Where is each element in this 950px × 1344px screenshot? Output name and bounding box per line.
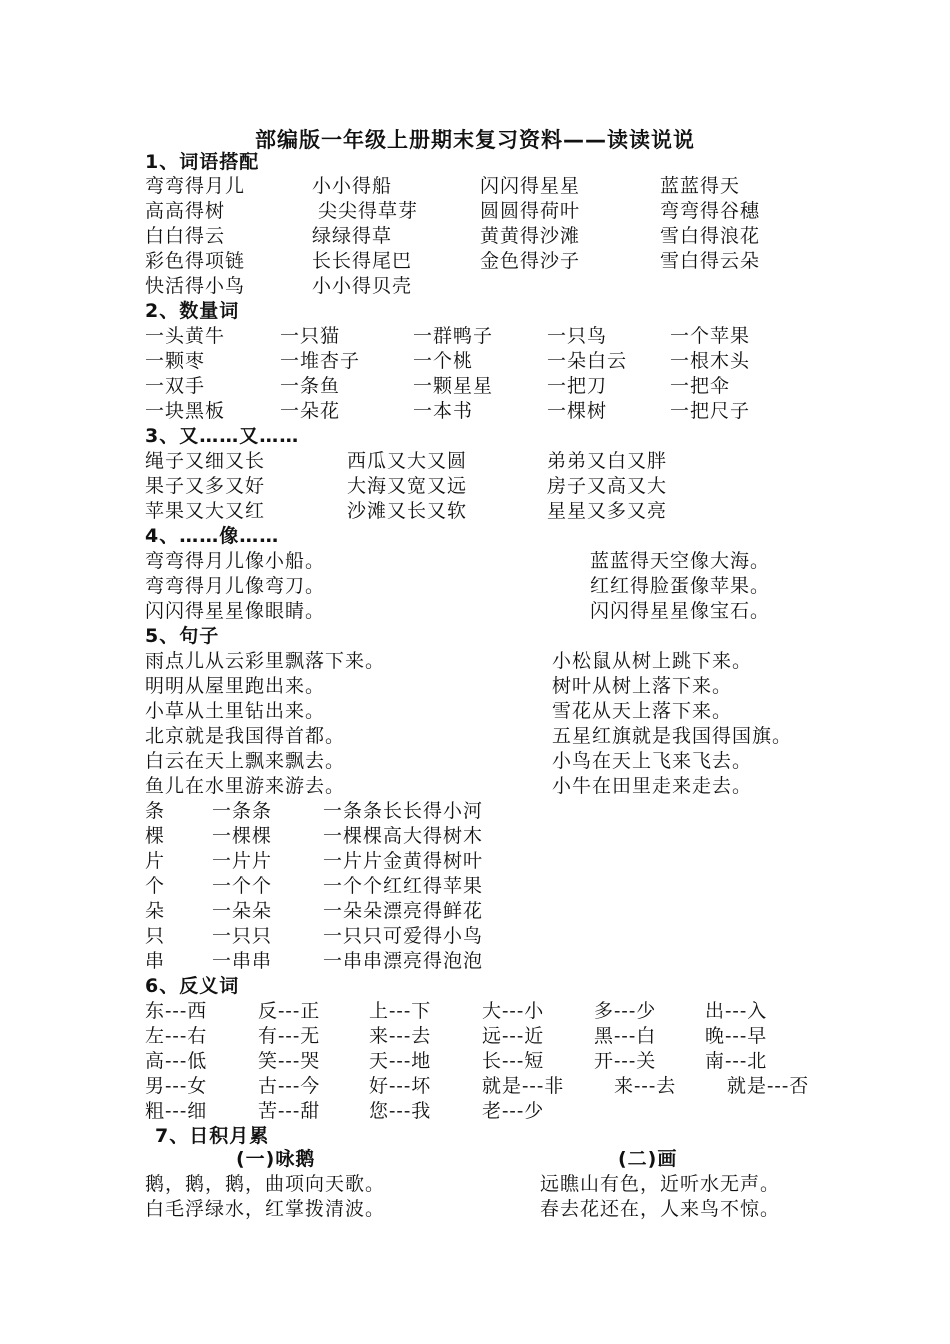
measure-char: 串 [145, 950, 166, 972]
sentence: 树叶从树上落下来。 [552, 675, 733, 697]
antonym-pair: 就是---否 [727, 1075, 810, 1097]
antonym-pair: 老---少 [482, 1100, 545, 1122]
word-phrase: 黄黄得沙滩 [480, 225, 581, 247]
antonym-pair: 您---我 [369, 1100, 432, 1122]
s4-row [0, 549, 950, 574]
sentence: 雨点儿从云彩里飘落下来。 [145, 650, 386, 672]
antonym-pair: 粗---细 [145, 1100, 208, 1122]
sentence: 五星红旗就是我国得国旗。 [552, 725, 793, 747]
section-6-heading: 6、反义词 [145, 975, 240, 997]
measure-word: 一把伞 [670, 375, 731, 397]
measure-phrase: 一棵棵高大得树木 [323, 825, 484, 847]
s4-row [0, 574, 950, 599]
phrase: 星星又多又亮 [547, 500, 668, 522]
measure-repeat: 一只只 [212, 925, 273, 947]
measure-word: 一只鸟 [547, 325, 608, 347]
antonym-pair: 好---坏 [369, 1075, 432, 1097]
word-phrase: 闪闪得星星 [480, 175, 581, 197]
sentence: 雪花从天上落下来。 [552, 700, 733, 722]
s5-row [0, 699, 950, 724]
word-phrase: 弯弯得谷穗 [660, 200, 761, 222]
antonym-pair: 高---低 [145, 1050, 208, 1072]
s5-measure-row [0, 874, 950, 899]
section-2-heading: 2、数量词 [145, 300, 240, 322]
s6-row [0, 1074, 950, 1099]
word-phrase: 彩色得项链 [145, 250, 246, 272]
antonym-pair: 苦---甜 [258, 1100, 321, 1122]
measure-repeat: 一个个 [212, 875, 273, 897]
poem-title-yong-e: (一)咏鹅 [236, 1148, 316, 1170]
phrase: 苹果又大又红 [145, 500, 266, 522]
phrase: 房子又高又大 [547, 475, 668, 497]
s5-row [0, 724, 950, 749]
antonym-pair: 古---今 [258, 1075, 321, 1097]
s5-measure-row [0, 924, 950, 949]
poem-line: 春去花还在，人来鸟不惊。 [540, 1198, 781, 1220]
measure-word: 一双手 [145, 375, 206, 397]
word-phrase: 快活得小鸟 [145, 275, 246, 297]
word-phrase: 雪白得云朵 [660, 250, 761, 272]
antonym-pair: 东---西 [145, 1000, 208, 1022]
sentence: 小鸟在天上飞来飞去。 [552, 750, 753, 772]
antonym-pair: 左---右 [145, 1025, 208, 1047]
s5-measure-row [0, 824, 950, 849]
sentence: 白云在天上飘来飘去。 [145, 750, 346, 772]
antonym-pair: 开---关 [594, 1050, 657, 1072]
measure-word: 一本书 [413, 400, 474, 422]
word-phrase: 圆圆得荷叶 [480, 200, 581, 222]
simile-sentence: 闪闪得星星像宝石。 [590, 600, 771, 622]
s6-row [0, 1024, 950, 1049]
sentence: 北京就是我国得首都。 [145, 725, 346, 747]
antonym-pair: 多---少 [594, 1000, 657, 1022]
measure-word: 一块黑板 [145, 400, 226, 422]
measure-word: 一朵白云 [547, 350, 628, 372]
antonym-pair: 天---地 [369, 1050, 432, 1072]
word-phrase: 小小得船 [312, 175, 393, 197]
s3-row [0, 449, 950, 474]
s2-row [0, 324, 950, 349]
measure-repeat: 一条条 [212, 800, 273, 822]
antonym-pair: 男---女 [145, 1075, 208, 1097]
measure-char: 条 [145, 800, 166, 822]
antonym-pair: 晚---早 [705, 1025, 768, 1047]
s2-row [0, 399, 950, 424]
s1-row [0, 249, 950, 274]
s5-measure-row [0, 899, 950, 924]
s6-row [0, 1099, 950, 1124]
simile-sentence: 红红得脸蛋像苹果。 [590, 575, 771, 597]
simile-sentence: 蓝蓝得天空像大海。 [590, 550, 771, 572]
sentence: 鱼儿在水里游来游去。 [145, 775, 346, 797]
word-phrase: 雪白得浪花 [660, 225, 761, 247]
measure-char: 只 [145, 925, 166, 947]
antonym-pair: 笑---哭 [258, 1050, 321, 1072]
measure-word: 一只猫 [280, 325, 341, 347]
sentence: 明明从屋里跑出来。 [145, 675, 326, 697]
phrase: 沙滩又长又软 [347, 500, 468, 522]
s5-row [0, 774, 950, 799]
measure-char: 个 [145, 875, 166, 897]
measure-phrase: 一个个红红得苹果 [323, 875, 484, 897]
phrase: 弟弟又白又胖 [547, 450, 668, 472]
phrase: 绳子又细又长 [145, 450, 266, 472]
measure-word: 一把刀 [547, 375, 608, 397]
antonym-pair: 长---短 [482, 1050, 545, 1072]
antonym-pair: 大---小 [482, 1000, 545, 1022]
measure-word: 一条鱼 [280, 375, 341, 397]
measure-word: 一个苹果 [670, 325, 751, 347]
sentence: 小草从土里钻出来。 [145, 700, 326, 722]
s1-row [0, 174, 950, 199]
measure-repeat: 一朵朵 [212, 900, 273, 922]
word-phrase: 绿绿得草 [312, 225, 393, 247]
measure-phrase: 一片片金黄得树叶 [323, 850, 484, 872]
word-phrase: 高高得树 [145, 200, 226, 222]
section-4-heading: 4、……像…… [145, 525, 280, 547]
section-5-heading: 5、句子 [145, 625, 220, 647]
measure-word: 一颗星星 [413, 375, 494, 397]
simile-sentence: 弯弯得月儿像弯刀。 [145, 575, 326, 597]
poem-line: 远瞧山有色，近听水无声。 [540, 1173, 781, 1195]
sentence: 小牛在田里走来走去。 [552, 775, 753, 797]
s5-row [0, 674, 950, 699]
antonym-pair: 南---北 [705, 1050, 768, 1072]
word-phrase: 弯弯得月儿 [145, 175, 246, 197]
poem-line: 白毛浮绿水，红掌拨清波。 [145, 1198, 386, 1220]
measure-word: 一头黄牛 [145, 325, 226, 347]
measure-phrase: 一串串漂亮得泡泡 [323, 950, 484, 972]
s3-row [0, 474, 950, 499]
word-phrase: 白白得云 [145, 225, 226, 247]
word-phrase: 金色得沙子 [480, 250, 581, 272]
antonym-pair: 远---近 [482, 1025, 545, 1047]
section-3-heading: 3、又……又…… [145, 425, 300, 447]
section-1-heading: 1、词语搭配 [145, 151, 260, 173]
s1-row [0, 224, 950, 249]
measure-word: 一根木头 [670, 350, 751, 372]
simile-sentence: 闪闪得星星像眼睛。 [145, 600, 326, 622]
measure-word: 一朵花 [280, 400, 341, 422]
s5-measure-row [0, 799, 950, 824]
antonym-pair: 黑---白 [594, 1025, 657, 1047]
s5-row [0, 749, 950, 774]
s7-row [0, 1172, 950, 1197]
s5-row [0, 649, 950, 674]
measure-word: 一把尺子 [670, 400, 751, 422]
word-phrase: 蓝蓝得天 [660, 175, 741, 197]
measure-word: 一堆杏子 [280, 350, 361, 372]
measure-phrase: 一朵朵漂亮得鲜花 [323, 900, 484, 922]
s1-row [0, 199, 950, 224]
measure-word: 一棵树 [547, 400, 608, 422]
s6-row [0, 1049, 950, 1074]
measure-repeat: 一棵棵 [212, 825, 273, 847]
measure-phrase: 一只只可爱得小鸟 [323, 925, 484, 947]
sentence: 小松鼠从树上跳下来。 [552, 650, 753, 672]
measure-char: 朵 [145, 900, 166, 922]
measure-repeat: 一串串 [212, 950, 273, 972]
s1-row [0, 274, 950, 299]
word-phrase: 尖尖得草芽 [318, 200, 419, 222]
s5-measure-row [0, 849, 950, 874]
document-title: 部编版一年级上册期末复习资料——读读说说 [255, 128, 695, 152]
s6-row [0, 999, 950, 1024]
poem-line: 鹅，鹅，鹅，曲项向天歌。 [145, 1173, 386, 1195]
word-phrase: 长长得尾巴 [312, 250, 413, 272]
antonym-pair: 来---去 [369, 1025, 432, 1047]
antonym-pair: 反---正 [258, 1000, 321, 1022]
measure-char: 棵 [145, 825, 166, 847]
antonym-pair: 上---下 [369, 1000, 432, 1022]
word-phrase: 小小得贝壳 [312, 275, 413, 297]
antonym-pair: 来---去 [614, 1075, 677, 1097]
measure-repeat: 一片片 [212, 850, 273, 872]
poem-title-hua: (二)画 [618, 1148, 678, 1170]
s5-measure-row [0, 949, 950, 974]
s2-row [0, 349, 950, 374]
s3-row [0, 499, 950, 524]
measure-word: 一群鸭子 [413, 325, 494, 347]
measure-phrase: 一条条长长得小河 [323, 800, 484, 822]
s2-row [0, 374, 950, 399]
phrase: 果子又多又好 [145, 475, 266, 497]
measure-word: 一颗枣 [145, 350, 206, 372]
antonym-pair: 就是---非 [482, 1075, 565, 1097]
s4-row [0, 599, 950, 624]
phrase: 西瓜又大又圆 [347, 450, 468, 472]
antonym-pair: 有---无 [258, 1025, 321, 1047]
antonym-pair: 出---入 [705, 1000, 768, 1022]
measure-char: 片 [145, 850, 166, 872]
measure-word: 一个桃 [413, 350, 474, 372]
section-7-heading: 7、日积月累 [155, 1125, 270, 1147]
phrase: 大海又宽又远 [347, 475, 468, 497]
s7-row [0, 1197, 950, 1222]
simile-sentence: 弯弯得月儿像小船。 [145, 550, 326, 572]
